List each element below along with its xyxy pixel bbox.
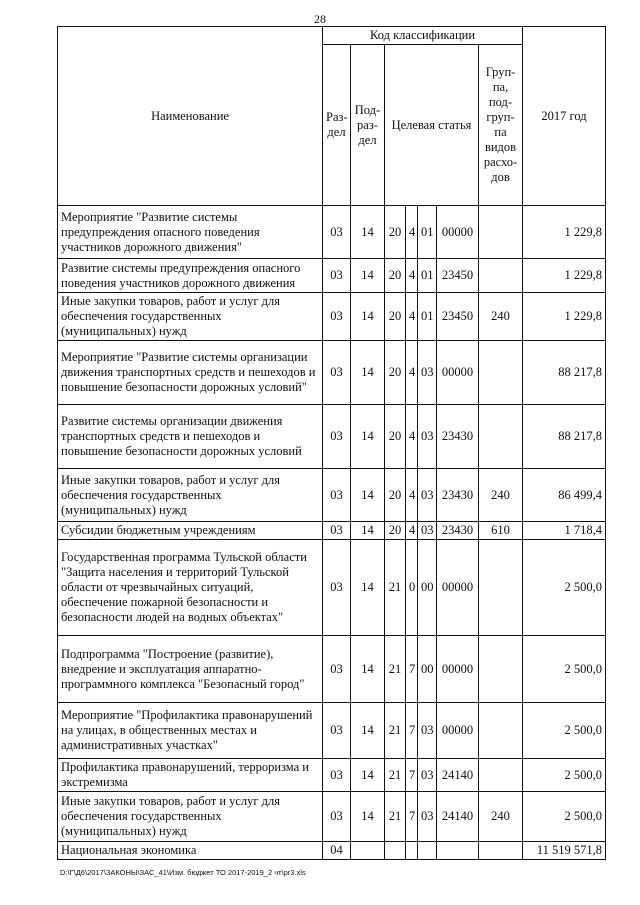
row-name: Иные закупки товаров, работ и услуг для обеспечения государственных (муниципальных) нужд <box>58 293 323 341</box>
row-podrazdel: 14 <box>351 259 385 293</box>
row-podrazdel: 14 <box>351 522 385 540</box>
row-target-event: 01 <box>418 293 437 341</box>
row-name: Подпрограмма "Построение (развитие), внедрение и эксплуатация аппаратно-программного комплекса "Безопасный город" <box>58 636 323 703</box>
row-expense-group <box>479 636 523 703</box>
expense-group-header: Груп- па, под- груп- па видов расхо- дов <box>479 45 523 206</box>
row-target-subprogram: 4 <box>406 206 418 259</box>
row-amount: 88 217,8 <box>523 341 606 405</box>
row-name: Субсидии бюджетным учреждениям <box>58 522 323 540</box>
row-razdel: 03 <box>323 293 351 341</box>
table-row <box>58 259 606 293</box>
razdel-header: Раз- дел <box>323 45 351 206</box>
row-target-event: 01 <box>418 259 437 293</box>
table-row <box>58 703 606 759</box>
row-amount: 1 229,8 <box>523 293 606 341</box>
row-podrazdel: 14 <box>351 293 385 341</box>
table-row <box>58 842 606 860</box>
row-target-subprogram: 4 <box>406 469 418 522</box>
row-amount: 1 718,4 <box>523 522 606 540</box>
row-podrazdel: 14 <box>351 759 385 792</box>
table-row <box>58 341 606 405</box>
row-name: Иные закупки товаров, работ и услуг для обеспечения государственных (муниципальных) нужд <box>58 469 323 522</box>
table-row <box>58 540 606 636</box>
row-target-direction: 00000 <box>437 341 479 405</box>
row-amount: 2 500,0 <box>523 792 606 842</box>
row-target-event: 00 <box>418 636 437 703</box>
row-expense-group <box>479 206 523 259</box>
row-target-event <box>418 842 437 860</box>
row-razdel: 03 <box>323 703 351 759</box>
row-target-program: 20 <box>385 522 406 540</box>
table-row <box>58 636 606 703</box>
row-target-program: 20 <box>385 293 406 341</box>
row-razdel: 03 <box>323 540 351 636</box>
row-expense-group <box>479 842 523 860</box>
row-podrazdel: 14 <box>351 206 385 259</box>
row-target-subprogram: 4 <box>406 405 418 469</box>
row-target-direction: 23450 <box>437 293 479 341</box>
row-expense-group <box>479 259 523 293</box>
row-razdel: 03 <box>323 341 351 405</box>
row-amount: 1 229,8 <box>523 259 606 293</box>
row-target-program: 20 <box>385 341 406 405</box>
row-podrazdel: 14 <box>351 469 385 522</box>
row-amount: 88 217,8 <box>523 405 606 469</box>
header-row <box>58 27 606 45</box>
row-target-event: 03 <box>418 759 437 792</box>
row-target-direction <box>437 842 479 860</box>
row-target-program: 21 <box>385 540 406 636</box>
row-podrazdel <box>351 842 385 860</box>
row-razdel: 03 <box>323 405 351 469</box>
row-target-program: 20 <box>385 259 406 293</box>
row-target-program: 21 <box>385 759 406 792</box>
row-target-event: 00 <box>418 540 437 636</box>
target-article-header: Целевая статья <box>385 45 479 206</box>
row-target-direction: 00000 <box>437 703 479 759</box>
row-amount: 2 500,0 <box>523 540 606 636</box>
table-row <box>58 293 606 341</box>
row-name: Мероприятие "Развитие системы предупреждения опасного поведения участников дорожного движения" <box>58 206 323 259</box>
row-target-program: 21 <box>385 636 406 703</box>
row-razdel: 03 <box>323 259 351 293</box>
row-target-direction: 24140 <box>437 792 479 842</box>
row-amount: 86 499,4 <box>523 469 606 522</box>
row-expense-group: 240 <box>479 293 523 341</box>
row-expense-group: 610 <box>479 522 523 540</box>
row-target-subprogram: 7 <box>406 759 418 792</box>
row-expense-group <box>479 540 523 636</box>
row-amount: 1 229,8 <box>523 206 606 259</box>
row-amount: 2 500,0 <box>523 703 606 759</box>
row-podrazdel: 14 <box>351 540 385 636</box>
row-target-subprogram: 7 <box>406 636 418 703</box>
budget-table <box>57 26 606 860</box>
row-target-program: 20 <box>385 206 406 259</box>
row-target-subprogram: 4 <box>406 522 418 540</box>
table-row <box>58 759 606 792</box>
row-target-program: 20 <box>385 405 406 469</box>
row-target-event: 03 <box>418 341 437 405</box>
row-podrazdel: 14 <box>351 792 385 842</box>
table-row <box>58 405 606 469</box>
row-target-direction: 23430 <box>437 405 479 469</box>
row-target-direction: 00000 <box>437 206 479 259</box>
row-name: Развитие системы организации движения транспортных средств и пешеходов и повышение безопасности дорожных условий <box>58 405 323 469</box>
row-amount: 2 500,0 <box>523 636 606 703</box>
row-razdel: 03 <box>323 792 351 842</box>
row-amount: 11 519 571,8 <box>523 842 606 860</box>
row-target-event: 03 <box>418 469 437 522</box>
row-name: Мероприятие "Развитие системы организации движения транспортных средств и пешеходов и повышение безопасности дорожных условий" <box>58 341 323 405</box>
row-expense-group <box>479 341 523 405</box>
row-razdel: 03 <box>323 206 351 259</box>
row-name: Профилактика правонарушений, терроризма и экстремизма <box>58 759 323 792</box>
row-target-program: 20 <box>385 469 406 522</box>
row-podrazdel: 14 <box>351 703 385 759</box>
row-name: Развитие системы предупреждения опасного поведения участников дорожного движения <box>58 259 323 293</box>
row-target-subprogram: 4 <box>406 259 418 293</box>
row-target-direction: 23430 <box>437 469 479 522</box>
row-target-direction: 23450 <box>437 259 479 293</box>
row-expense-group: 240 <box>479 792 523 842</box>
row-target-event: 01 <box>418 206 437 259</box>
row-razdel: 03 <box>323 636 351 703</box>
name-column-header: Наименование <box>58 27 323 206</box>
row-target-direction: 23430 <box>437 522 479 540</box>
table-row <box>58 522 606 540</box>
row-razdel: 03 <box>323 759 351 792</box>
row-podrazdel: 14 <box>351 636 385 703</box>
row-target-event: 03 <box>418 405 437 469</box>
row-target-event: 03 <box>418 522 437 540</box>
row-target-subprogram: 4 <box>406 341 418 405</box>
row-target-subprogram: 4 <box>406 293 418 341</box>
row-expense-group <box>479 759 523 792</box>
page-number: 28 <box>314 12 326 26</box>
row-podrazdel: 14 <box>351 405 385 469</box>
classification-code-header: Код классификации <box>323 27 523 45</box>
row-target-event: 03 <box>418 792 437 842</box>
table-row <box>58 792 606 842</box>
row-name: Мероприятие "Профилактика правонарушений на улицах, в общественных местах и административных участках" <box>58 703 323 759</box>
row-target-event: 03 <box>418 703 437 759</box>
row-target-direction: 00000 <box>437 636 479 703</box>
table-row <box>58 206 606 259</box>
row-name: Государственная программа Тульской области "Защита населения и территорий Тульской области от чрезвычайных ситуаций, обеспечение пожарной безопасности и безопасности людей на водных объектах" <box>58 540 323 636</box>
row-expense-group <box>479 405 523 469</box>
table-row <box>58 469 606 522</box>
table-body <box>58 206 606 860</box>
row-target-subprogram: 0 <box>406 540 418 636</box>
row-target-program: 21 <box>385 792 406 842</box>
row-target-program <box>385 842 406 860</box>
row-target-program: 21 <box>385 703 406 759</box>
row-razdel: 03 <box>323 522 351 540</box>
row-razdel: 03 <box>323 469 351 522</box>
row-expense-group <box>479 703 523 759</box>
row-amount: 2 500,0 <box>523 759 606 792</box>
row-target-subprogram: 7 <box>406 703 418 759</box>
row-target-direction: 00000 <box>437 540 479 636</box>
row-name: Национальная экономика <box>58 842 323 860</box>
row-razdel: 04 <box>323 842 351 860</box>
podrazdel-header: Под- раз- дел <box>351 45 385 206</box>
file-path-footer: D:\Г\Д6\2017\ЗАКОНЫ\ЗАС_41\Изм. бюджет ТО 2017-2019_2 чт\pr3.xls <box>60 868 306 877</box>
row-podrazdel: 14 <box>351 341 385 405</box>
row-target-direction: 24140 <box>437 759 479 792</box>
row-name: Иные закупки товаров, работ и услуг для обеспечения государственных (муниципальных) нужд <box>58 792 323 842</box>
year-column-header: 2017 год <box>523 27 606 206</box>
row-target-subprogram: 7 <box>406 792 418 842</box>
row-expense-group: 240 <box>479 469 523 522</box>
row-target-subprogram <box>406 842 418 860</box>
